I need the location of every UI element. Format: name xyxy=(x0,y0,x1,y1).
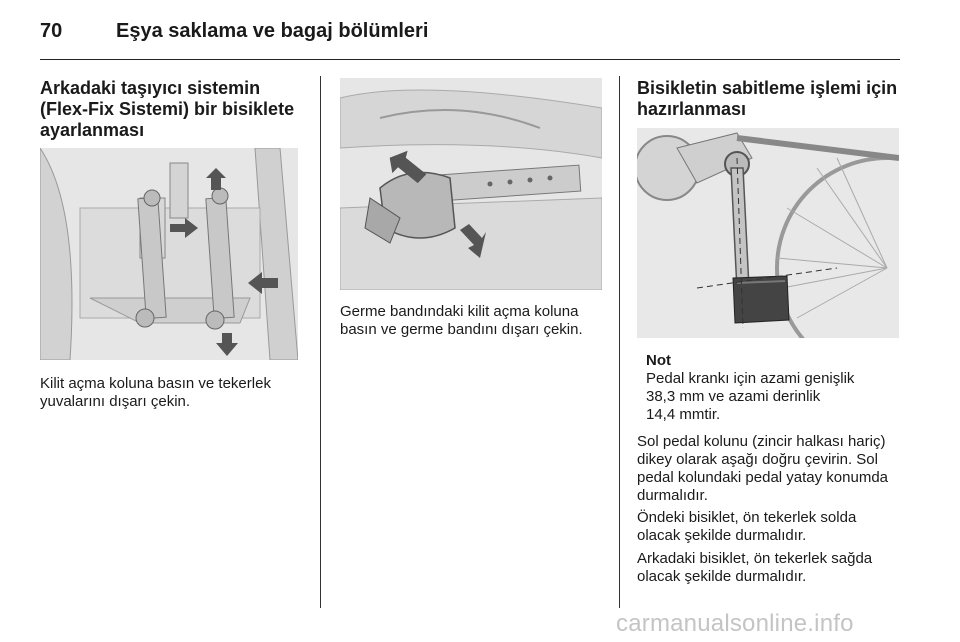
bicycle-carrier-wheel-cradle-illustration-icon xyxy=(40,148,298,360)
tension-strap-release-lever-illustration-icon xyxy=(340,78,602,290)
caption-strap: Germe bandındaki kilit açma koluna basın ve germe bandını dışarı çekin. xyxy=(340,303,583,338)
paragraph-rear-bike: Arkadaki bisiklet, ön tekerlek sağda olacak şekilde durmalıdır. xyxy=(637,550,873,585)
bicycle-pedal-crank-illustration-icon xyxy=(637,128,899,338)
paragraph-left-pedal: Sol pedal kolunu (zincir halkası hariç) dikey olarak aşağı doğru çevirin. Sol pedal kolundaki pedal yatay konumda durmalıdır. xyxy=(637,433,889,504)
carrier-cradle-figure xyxy=(40,148,298,360)
page-header xyxy=(40,20,900,60)
header-divider xyxy=(40,59,900,60)
paragraph-front-bike: Öndeki bisiklet, ön tekerlek solda olacak şekilde durmalıdır. xyxy=(637,509,857,544)
note-title: Not xyxy=(646,352,671,369)
note-body: Pedal krankı için azami genişlik 38,3 mm ve azami derinlik 14,4 mmtir. xyxy=(646,370,855,423)
heading-bike-prep: Bisikletin sabitleme işlemi için hazırlanması xyxy=(637,78,898,119)
pedal-crank-figure xyxy=(637,128,899,338)
page-number: 70 xyxy=(40,20,63,42)
heading-flex-fix-adjust: Arkadaki taşıyıcı sistemin (Flex-Fix Sistemi) bir bisiklete ayarlanması xyxy=(40,78,295,140)
watermark: carmanualsonline.info xyxy=(616,610,854,637)
section-title: Eşya saklama ve bagaj bölümleri xyxy=(116,20,429,42)
column-divider-1 xyxy=(320,76,321,608)
tension-strap-figure xyxy=(340,78,602,290)
column-divider-2 xyxy=(619,76,620,608)
caption-cradle: Kilit açma koluna basın ve tekerlek yuvalarını dışarı çekin. xyxy=(40,375,271,410)
